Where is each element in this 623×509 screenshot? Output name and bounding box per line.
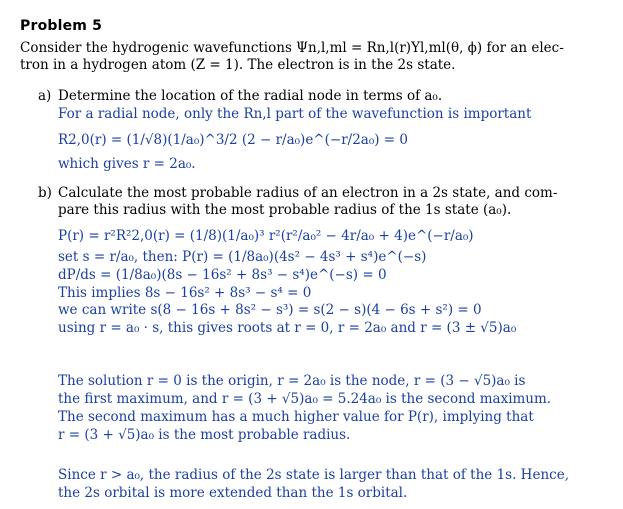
problem-intro-line-1: Consider the hydrogenic wavefunctions Ψn,l,ml = Rn,l(r)Yl,ml(θ, ϕ) for an elec- [20,40,564,56]
part-b-discussion-line-1: The solution r = 0 is the origin, r = 2a₀ is the node, r = (3 − √5)a₀ is [58,373,526,389]
problem-title: Problem 5 [20,18,103,34]
part-b-discussion-line-4: r = (3 + √5)a₀ is the most probable radius. [58,427,351,443]
part-a-answer-line-3: which gives r = 2a₀. [58,156,196,172]
part-b-derivation-line-4: This implies 8s − 16s² + 8s³ − s⁴ = 0 [58,285,312,301]
part-b-question-line-1: Calculate the most probable radius of an electron in a 2s state, and com- [58,185,558,201]
part-b-conclusion-line-2: the 2s orbital is more extended than the 1s orbital. [58,485,408,501]
part-b-derivation-line-5: we can write s(8 − 16s + 8s² − s³) = s(2 − s)(4 − 6s + s²) = 0 [58,302,482,318]
part-a-label: a) [38,88,52,104]
part-a-question: Determine the location of the radial node in terms of a₀. [58,88,443,104]
part-b-derivation-line-1: P(r) = r²R²2,0(r) = (1/8)(1/a₀)³ r²(r²/a₀² − 4r/a₀ + 4)e^(−r/a₀) [58,228,474,244]
part-a-answer-line-1: For a radial node, only the Rn,l part of the wavefunction is important [58,106,532,122]
part-b-discussion-line-3: The second maximum has a much higher value for P(r), implying that [58,409,534,425]
part-b-question-line-2: pare this radius with the most probable radius of the 1s state (a₀). [58,202,512,218]
part-b-conclusion-line-1: Since r > a₀, the radius of the 2s state is larger than that of the 1s. Hence, [58,467,569,483]
part-b-discussion-line-2: the first maximum, and r = (3 + √5)a₀ = 5.24a₀ is the second maximum. [58,391,552,407]
problem-intro-line-2: tron in a hydrogen atom (Z = 1). The electron is in the 2s state. [20,57,456,73]
part-a-answer-line-2: R2,0(r) = (1/√8)(1/a₀)^3/2 (2 − r/a₀)e^(−r/2a₀) = 0 [58,132,408,148]
part-b-derivation-line-6: using r = a₀ · s, this gives roots at r = 0, r = 2a₀ and r = (3 ± √5)a₀ [58,320,517,336]
part-b-label: b) [38,185,52,201]
part-b-derivation-line-3: dP/ds = (1/8a₀)(8s − 16s² + 8s³ − s⁴)e^(−s) = 0 [58,267,387,283]
part-b-derivation-line-2: set s = r/a₀, then: P(r) = (1/8a₀)(4s² − 4s³ + s⁴)e^(−s) [58,249,427,265]
